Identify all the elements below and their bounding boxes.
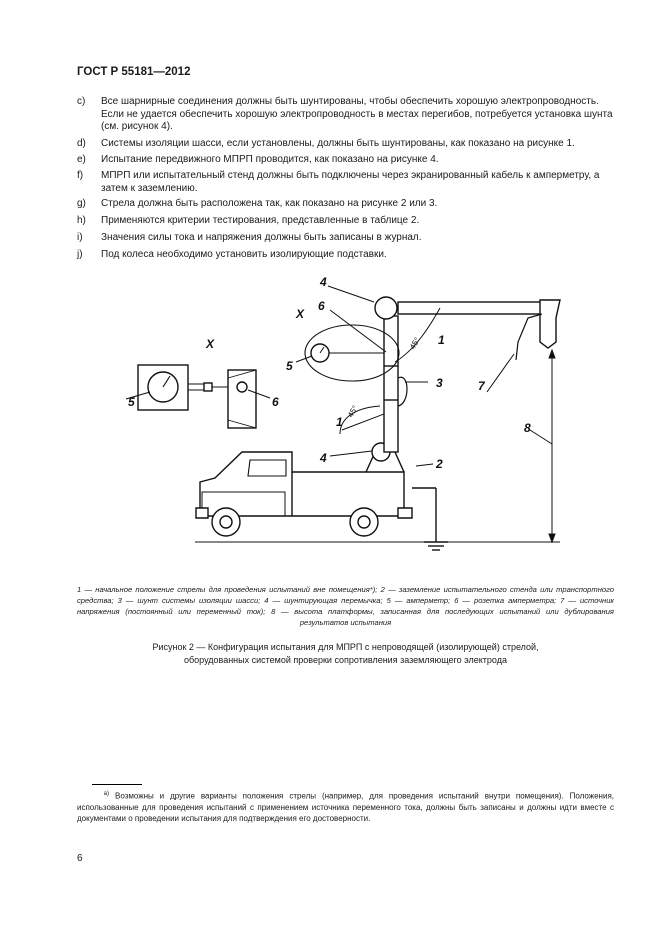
list-item-text: Значения силы тока и напряжения должны быть записаны в журнал. <box>101 232 422 243</box>
label-4-bottom: 4 <box>320 451 327 465</box>
list-item-label: d) <box>77 138 86 149</box>
list-item-label: h) <box>77 215 86 226</box>
socket-column <box>228 370 256 428</box>
caption-line-1: Рисунок 2 — Конфигурация испытания для МПРП с непроводящей (изолирующей) стрелой, <box>152 642 539 652</box>
height-dimension <box>549 350 555 542</box>
figure-caption <box>77 641 614 667</box>
label-x-top: X <box>296 307 305 321</box>
label-7: 7 <box>478 379 485 393</box>
page-number: 6 <box>77 853 83 864</box>
caption-line-2: оборудованных системой проверки сопротивления заземляющего электрода <box>184 655 507 665</box>
list-item <box>77 170 617 195</box>
truck <box>196 452 412 536</box>
list-item <box>77 249 617 262</box>
label-8: 8 <box>524 421 531 435</box>
footnote-mark: а) <box>103 791 109 797</box>
boom-top-joint <box>375 297 397 319</box>
list-item-text: Испытание передвижного МПРП проводится, как показано на рисунке 4. <box>101 154 439 165</box>
list-item-label: i) <box>77 232 83 243</box>
list-item-text: Все шарнирные соединения должны быть шунтированы, чтобы обеспечить хорошую электропроводность. Если не удается обеспечить хорошую электропроводность в местах перегибов, потребуется установка шунта (см. рисунок 4). <box>101 96 613 132</box>
ground-symbol <box>424 542 448 550</box>
list-item-text: Под колеса необходимо установить изолирующие подставки. <box>101 249 387 260</box>
footnote-text: Возможны и другие варианты положения стрелы (например, для проведения испытаний внутри помещения). Положения, использованные для проведения испытаний с применением источника переменного тока, должны быть записаны и должны идти вместе с документами о проведении испытания для подтверждения его достоверности. <box>77 791 614 823</box>
list-item-label: e) <box>77 154 86 165</box>
boom-arm <box>398 302 546 314</box>
label-6-top: 6 <box>318 299 325 313</box>
boom <box>366 297 560 472</box>
footnote-divider <box>92 784 142 785</box>
list-item <box>77 215 617 228</box>
label-2: 2 <box>436 457 443 471</box>
figure-diagram <box>128 275 570 570</box>
label-1-top: 1 <box>438 333 445 347</box>
list-item-label: j) <box>77 249 83 260</box>
list-item-label: g) <box>77 198 86 209</box>
document-header: ГОСТ Р 55181—2012 <box>77 66 191 78</box>
label-3: 3 <box>436 376 443 390</box>
label-6-detail: 6 <box>272 395 279 409</box>
footnote <box>77 789 614 824</box>
list-item <box>77 232 617 245</box>
list-item-text: Системы изоляции шасси, если установлены, должны быть шунтированы, как показано на рисунке 1. <box>101 138 575 149</box>
label-4-top: 4 <box>320 275 327 289</box>
platform-bucket <box>540 300 560 348</box>
list-item-label: f) <box>77 170 84 181</box>
boom-column <box>384 316 398 452</box>
list-item-label: c) <box>77 96 86 107</box>
list-item-text: Стрела должна быть расположена так, как показано на рисунке 2 или 3. <box>101 198 438 209</box>
figure-legend: 1 — начальное положение стрелы для проведения испытаний вне помещения*); 2 — заземление испытательного стенда или транспортного средства; 3 — шунт системы изоляции шасси; 4 — шунтирующая перемычка; 5 — амперметр; 6 — розетка амперметра; 7 — источник напряжения (постоянный или переменный ток); 8 — высота платформы, записанная для последующих испытаний или дублирования результатов испытания <box>77 585 614 627</box>
list-item-text: Применяются критерии тестирования, представленные в таблице 2. <box>101 215 420 226</box>
label-5: 5 <box>286 359 293 373</box>
label-5-detail: 5 <box>128 395 135 409</box>
angle-label-bottom: 45° <box>345 404 360 419</box>
label-1-bottom: 1 <box>336 415 343 429</box>
list-item <box>77 138 617 151</box>
angle-label-top: 45° <box>407 336 422 351</box>
list-item <box>77 198 617 211</box>
list-item <box>77 96 617 134</box>
list-item <box>77 154 617 167</box>
label-x-detail: X <box>206 337 215 351</box>
list-item-text: МПРП или испытательный стенд должны быть подключены через экранированный кабель к амперметру, а затем к заземлению. <box>101 170 600 194</box>
